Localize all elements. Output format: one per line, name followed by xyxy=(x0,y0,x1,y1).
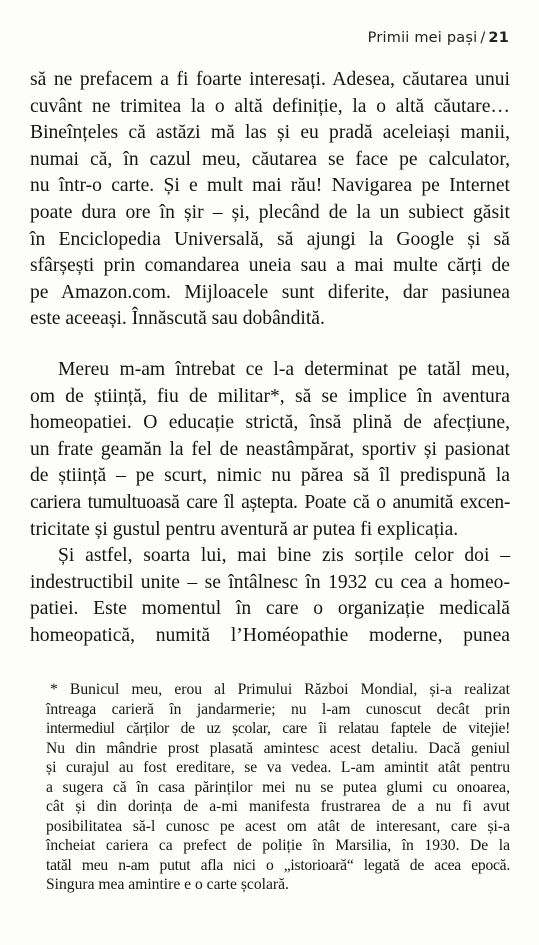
text-line: este aceeași. Înnăscută sau dobândită. xyxy=(30,308,325,330)
footnote-line: intermediul cărților de uz școlar, care îi relatau faptele de vitejie! xyxy=(46,720,510,737)
text-line: să ne prefacem a fi foarte interesați. Adesea, căutarea unui xyxy=(30,69,510,90)
text-line: pe Amazon.com. Mijloacele sunt diferite, dar pasiunea xyxy=(30,281,510,303)
paragraph-1 xyxy=(30,67,510,333)
text-line: nu într-o carte. Și e mult mai rău! Navigarea pe Internet xyxy=(30,175,510,197)
text-line: homeopatiei. O educație strictă, însă plină de afecțiune, xyxy=(30,412,510,434)
text-line: de știință – pe scurt, nimic nu părea să îl predispună la xyxy=(30,465,510,487)
footnote-line: întreaga carieră în jandarmerie; nu l-am cunoscut decât prin xyxy=(46,700,510,718)
text-line: tricitate și gustul pentru aventură ar putea fi explicația. xyxy=(30,518,459,540)
text-line: indestructibil unite – se întâlnesc în 1932 cu cea a homeo- xyxy=(30,571,510,593)
page-number: 21 xyxy=(488,30,509,46)
text-line: Bineînțeles că astăzi mă las și eu pradă aceleiași manii, xyxy=(30,122,510,144)
text-line: în Enciclopedia Universală, să ajungi la Google și să xyxy=(30,228,510,250)
body-text xyxy=(30,67,510,649)
text-line: patiei. Este momentul în care o organizație medicală xyxy=(30,598,510,620)
running-header xyxy=(368,30,509,46)
text-line: om de știință, fiu de militar*, să se implice în aventura xyxy=(30,385,510,407)
footnote-line: posibilitatea să-l cunosc pe acest om atât de interesant, care și-a xyxy=(46,817,510,835)
text-line: poate dura ore în șir – și, plecând de la un subiect găsit xyxy=(30,201,510,223)
footnote-line: cât și din dorința de a-mi manifesta frustrarea de a nu fi avut xyxy=(46,798,510,815)
text-line: un frate geamăn la fel de neastâmpărat, sportiv și pasionat xyxy=(30,438,510,460)
footnote-line: Nu din mândrie prost plasată amintesc acest detaliu. Dacă geniul xyxy=(46,739,510,757)
footnote-line: încheiat cariera ca prefect de poliție în Marsilia, în 1930. De la xyxy=(46,837,510,854)
text-line: homeopatică, numită l’Homéopathie moderne, punea xyxy=(30,624,510,646)
paragraph-3 xyxy=(30,543,510,649)
text-line: sfârșești prin comandarea uneia sau a mai multe cărți de xyxy=(30,255,510,277)
footnote-line: tatăl meu n-am putut afla nici o „istorioară“ legată de acea epocă. xyxy=(46,856,510,874)
paragraph-gap xyxy=(30,333,510,357)
header-separator: / xyxy=(480,30,486,46)
text-line: Și astfel, soarta lui, mai bine zis sorțile celor doi – xyxy=(58,545,510,567)
footnote xyxy=(46,680,510,895)
text-line: numai că, în cazul meu, căutarea se face pe calculator, xyxy=(30,148,510,170)
text-line: Mereu m-am întrebat ce l-a determinat pe tatăl meu, xyxy=(58,358,510,380)
footnote-line: a sugera că în casa părinților mei nu se putea glumi cu onoarea, xyxy=(46,778,510,796)
footnote-line: * Bunicul meu, erou al Primului Război Mondial, și-a realizat xyxy=(50,681,510,698)
footnote-line: Singura mea amintire e o carte școlară. xyxy=(46,876,289,893)
running-title: Primii mei pași xyxy=(367,30,478,46)
paragraph-2 xyxy=(30,357,510,543)
text-line: cuvânt ne trimitea la o altă definiție, la o altă căutare… xyxy=(30,95,510,117)
text-line: cariera tumultuoasă care îl aștepta. Poate că o anumită excen- xyxy=(30,491,510,513)
footnote-line: și curajul au fost ereditare, se va vedea. L-am amintit atât pentru xyxy=(46,759,510,776)
